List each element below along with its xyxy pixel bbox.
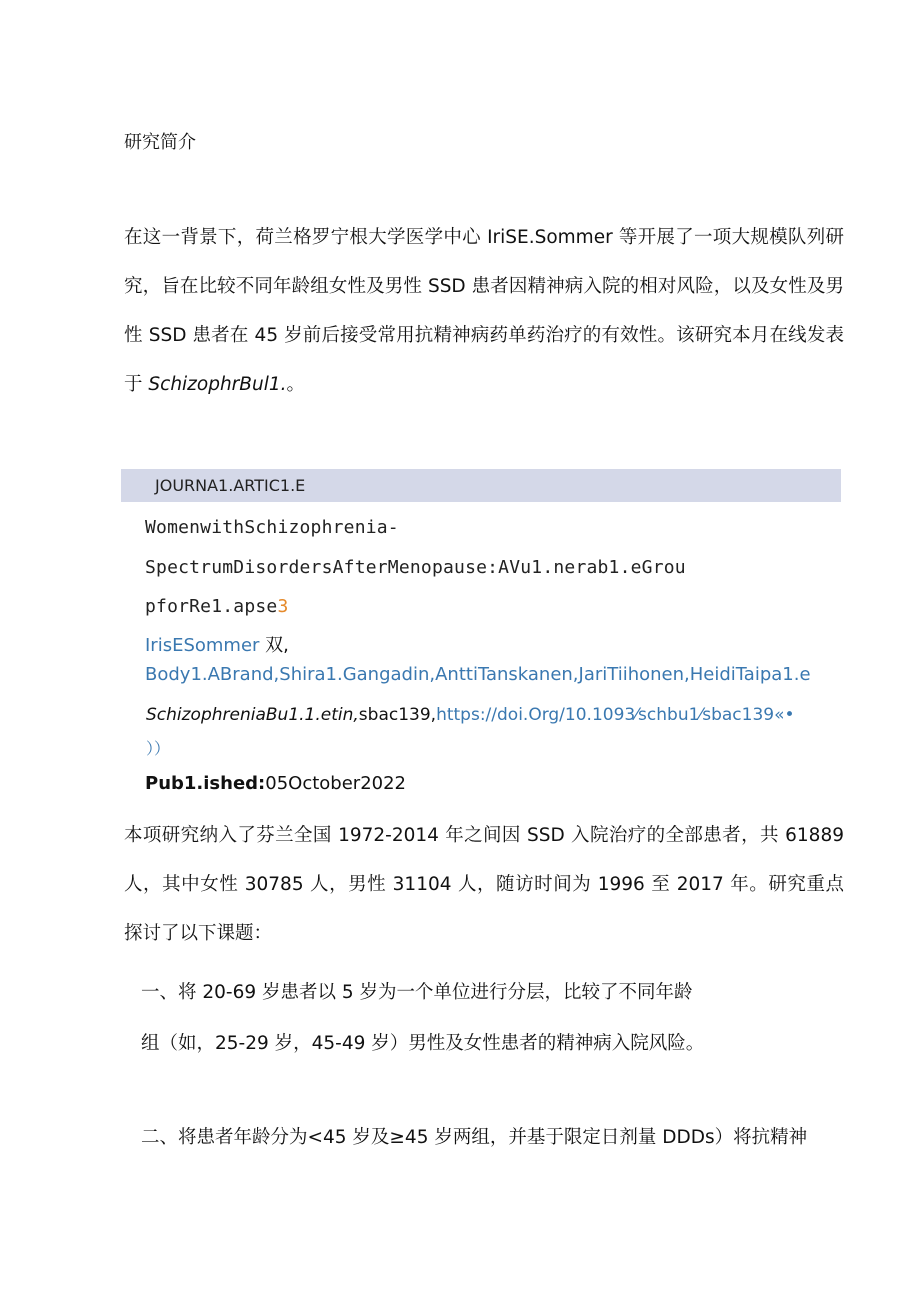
author-line-main: [145, 631, 289, 657]
topic-item-1-line-1: 一、将 20-69 岁患者以 5 岁为一个单位进行分层，比较了不同年龄: [141, 982, 693, 1003]
article-title-line-3-text: pforRe1.apse: [145, 596, 278, 617]
intro-paragraph: [124, 213, 844, 409]
author-main-suffix: 双,: [259, 635, 289, 656]
intro-journal-name: SchizophrBul1.: [148, 374, 287, 395]
published-date: 05October2022: [265, 773, 406, 794]
article-title-suffix: 3: [277, 596, 289, 617]
article-title-line-3: [145, 587, 835, 627]
body-paragraph: 本项研究纳入了芬兰全国 1972-2014 年之间因 SSD 入院治疗的全部患者，共 61889 人，其中女性 30785 人，男性 31104 人，随访时间为 1996 至 2017 年。研究重点探讨了以下课题：: [124, 825, 844, 944]
article-title-line-2: SpectrumDisordersAfterMenopause:AVu1.nerab1.eGrou: [145, 556, 686, 578]
citation-continuation: ））: [146, 739, 171, 758]
author-main-link[interactable]: IrisESommer: [145, 635, 260, 656]
intro-text: 在这一背景下，荷兰格罗宁根大学医学中心 IriSE.Sommer 等开展了一项大规模队列研究，旨在比较不同年龄组女性及男性 SSD 患者因精神病入院的相对风险，以及女性及男性 SSD 患者在 45 岁前后接受常用抗精神病药单药治疗的有效性。该研究本月在线发表于: [124, 227, 844, 395]
published-line: [145, 773, 406, 794]
topic-item-2-line-1: 二、将患者年龄分为<45 岁及≥45 岁两组，并基于限定日剂量 DDDs）将抗精神: [141, 1127, 808, 1148]
section-heading: 研究简介: [124, 132, 196, 153]
article-title-line-1: WomenwithSchizophrenia-: [145, 517, 399, 538]
topic-item-1-line-2: 组（如，25-29 岁，45-49 岁）男性及女性患者的精神病入院风险。: [141, 1033, 705, 1054]
published-label: Pub1.ished:: [145, 773, 266, 794]
doi-link[interactable]: https://doi.Org/10.1093⁄schbu1⁄sbac139«•: [436, 705, 795, 725]
author-list[interactable]: Body1.ABrand,Shira1.Gangadin,AnttiTanskanen,JariTiihonen,HeidiTaipa1.e: [145, 664, 811, 685]
citation-line: [146, 705, 795, 725]
article-title: [145, 508, 835, 627]
citation-journal: SchizophreniaBu1.1.etin,: [146, 705, 359, 725]
intro-end: 。: [286, 374, 306, 395]
journal-article-label: JOURNA1.ARTIC1.E: [155, 476, 306, 495]
citation-id: sbac139,: [358, 705, 437, 725]
journal-article-banner: [121, 469, 841, 502]
